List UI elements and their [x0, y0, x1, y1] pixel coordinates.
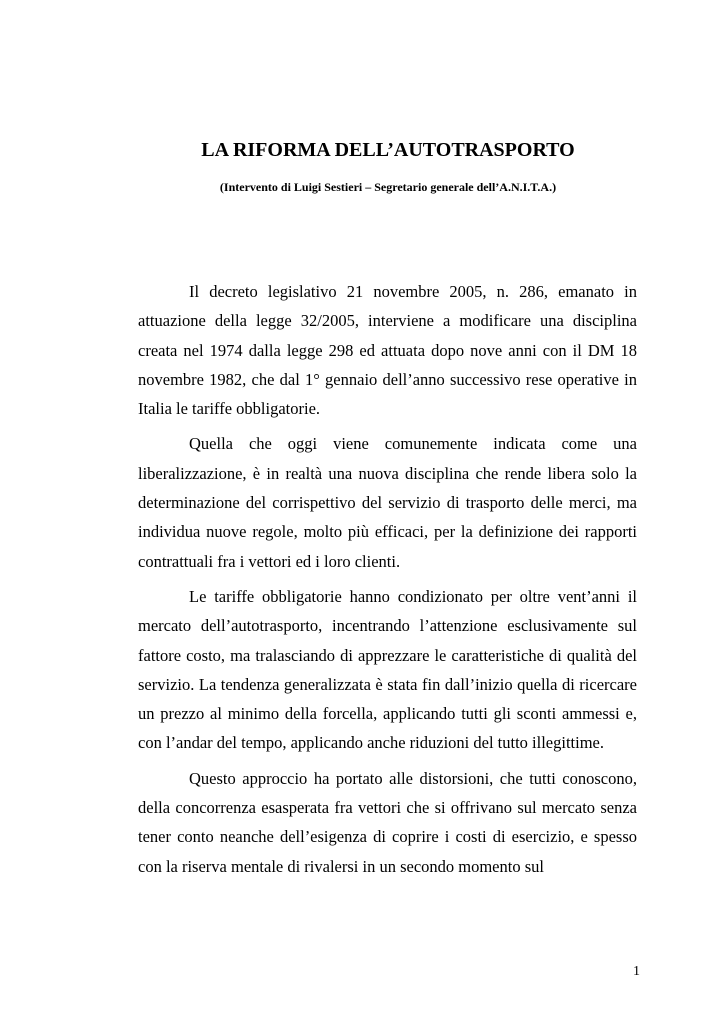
document-title: LA RIFORMA DELL’AUTOTRASPORTO: [201, 139, 575, 161]
paragraph: Il decreto legislativo 21 novembre 2005, n. 286, emanato in attuazione della legge 32/2005, interviene a modificare una disciplina creata nel 1974 dalla legge 298 ed attuata dopo nove anni con il DM 18 novembre 1982, che dal 1° gennaio dell’anno successivo rese operative in Italia le tariffe obbligatorie.: [138, 282, 637, 419]
paragraph: Le tariffe obbligatorie hanno condizionato per oltre vent’anni il mercato dell’autotrasporto, incentrando l’attenzione esclusivamente sul fattore costo, ma tralasciando di apprezzare le caratteristiche di qualità del servizio. La tendenza generalizzata è stata fin dall’inizio quella di ricercare un prezzo al minimo della forcella, applicando tutti gli sconti ammessi e, con l’andar del tempo, applicando anche riduzioni del tutto illegittime.: [138, 586, 637, 753]
document-body: [138, 277, 637, 887]
document-subtitle: (Intervento di Luigi Sestieri – Segretario generale dell’A.N.I.T.A.): [219, 180, 557, 194]
page-number: 1: [633, 964, 640, 979]
paragraph: Questo approccio ha portato alle distorsioni, che tutti conoscono, della concorrenza esasperata fra vettori che si offrivano sul mercato senza tener conto neanche dell’esigenza di coprire i costi di esercizio, e spesso con la riserva mentale di rivalersi in un secondo momento sul: [138, 768, 637, 876]
paragraph: Quella che oggi viene comunemente indicata come una liberalizzazione, è in realtà una nuova disciplina che rende libera solo la determinazione del corrispettivo del servizio di trasporto delle merci, ma individua nuove regole, molto più efficaci, per la definizione dei rapporti contrattuali fra i vettori ed i loro clienti.: [138, 434, 637, 571]
